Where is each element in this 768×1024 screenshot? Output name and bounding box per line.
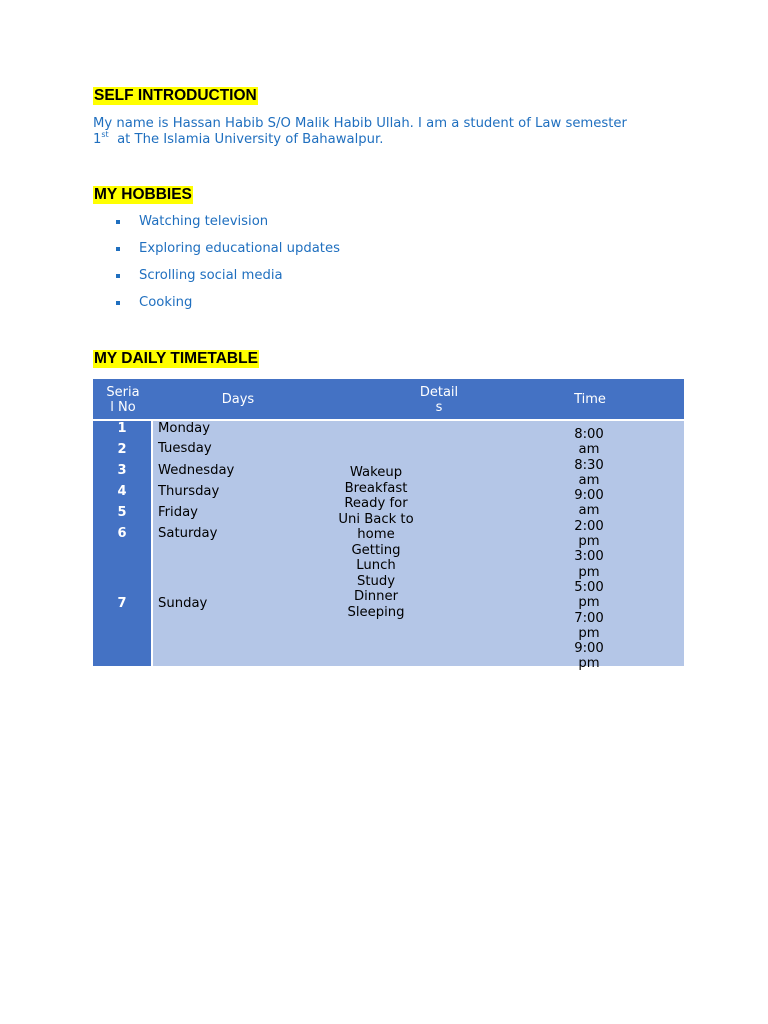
serial-number: 2 xyxy=(117,442,127,457)
column-header-time: Time xyxy=(574,392,606,407)
hobbies-heading: MY HOBBIES xyxy=(94,186,192,203)
square-bullet-icon xyxy=(116,274,120,278)
intro-line-2-prefix: 1 xyxy=(93,132,102,147)
timetable-heading: MY DAILY TIMETABLE xyxy=(94,350,258,367)
self-introduction-heading: SELF INTRODUCTION xyxy=(94,87,257,104)
day-cell: Saturday xyxy=(158,526,218,541)
column-header-serial: Seria l No xyxy=(106,384,140,415)
square-bullet-icon xyxy=(116,247,120,251)
intro-line-2-rest: at The Islamia University of Bahawalpur. xyxy=(108,132,384,147)
column-header-details: Detail s xyxy=(419,384,459,415)
square-bullet-icon xyxy=(116,301,120,305)
serial-number: 3 xyxy=(117,463,127,478)
day-cell: Thursday xyxy=(158,484,220,499)
details-cell: Wakeup Breakfast Ready for Uni Back to home Getting Lunch Study Dinner Sleeping xyxy=(338,465,414,620)
serial-number: 1 xyxy=(117,421,127,436)
day-cell: Friday xyxy=(158,505,198,520)
timetable xyxy=(93,379,684,672)
self-introduction-paragraph xyxy=(93,116,683,148)
serial-number: 6 xyxy=(117,526,127,541)
serial-column xyxy=(93,421,151,666)
day-cell: Monday xyxy=(158,421,211,436)
serial-number: 7 xyxy=(117,596,127,611)
square-bullet-icon xyxy=(116,220,120,224)
table-header-row xyxy=(93,379,684,420)
time-cell: 8:00 am 8:30 am 9:00 am 2:00 pm 3:00 pm 5:00 pm 7:00 pm 9:00 pm xyxy=(574,427,604,672)
intro-ordinal-suffix: st xyxy=(101,130,109,139)
intro-line-2 xyxy=(93,132,683,148)
intro-line-1: My name is Hassan Habib S/O Malik Habib Ullah. I am a student of Law semester xyxy=(93,116,627,131)
serial-number: 5 xyxy=(117,505,127,520)
day-cell: Tuesday xyxy=(158,441,212,456)
day-cell: Wednesday xyxy=(158,463,235,478)
day-cell: Sunday xyxy=(158,596,208,611)
serial-number: 4 xyxy=(117,484,127,499)
column-header-days: Days xyxy=(221,392,255,407)
